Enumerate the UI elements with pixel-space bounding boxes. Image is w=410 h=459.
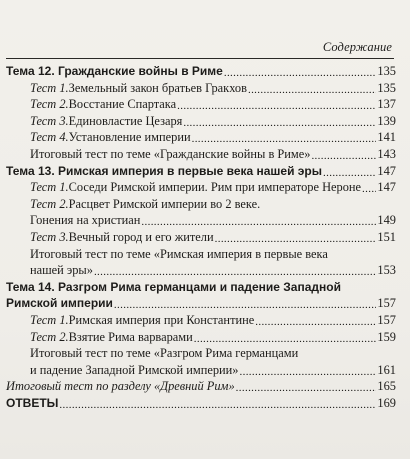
toc-item-label: Тест 3. [30,113,69,128]
toc-item [6,196,396,213]
toc-page-number: 153 [377,263,396,278]
toc-item-continuation [6,212,396,229]
toc-item [6,129,396,146]
header-rule [6,58,394,59]
table-of-contents [6,63,396,411]
running-head: Содержание [322,40,392,54]
toc-item-label: Тест 4. [30,130,69,145]
toc-answers-title: ОТВЕТЫ [6,395,59,410]
toc-item-text: Итоговый тест по теме «Римская империя в первые века [30,246,328,261]
toc-answers [6,395,396,412]
toc-topic-14-continuation [6,295,396,312]
toc-final-test-continuation [6,362,396,379]
toc-item-label: Тест 1. [30,180,69,195]
toc-page-number: 135 [377,64,396,78]
toc-item [6,312,396,329]
toc-topic-title: Тема 14. Разгром Рима германцами и падение Западной [6,279,341,294]
toc-page-number: 147 [377,180,396,195]
toc-page-number: 143 [377,146,396,161]
toc-item-label: Тест 2. [30,196,69,211]
toc-topic-12 [6,63,396,80]
leader-dots [94,267,376,279]
toc-page-number: 159 [377,329,396,344]
toc-page-number: 149 [377,213,396,228]
toc-item-text: Римская империя при Константине [68,312,255,327]
leader-dots [311,151,376,163]
toc-page-number: 165 [377,379,396,394]
toc-item-text: Восстание Спартака [68,97,177,112]
leader-dots [248,84,376,96]
leader-dots [362,184,376,196]
toc-item-text: Вечный город и его жители [68,229,214,244]
leader-dots [323,167,376,179]
leader-dots [236,383,377,395]
toc-item-text: Земельный закон братьев Гракхов [68,80,247,95]
toc-page-number: 157 [377,296,396,311]
toc-item-label: Тест 1. [30,80,69,95]
toc-item-text: нашей эры» [30,263,93,278]
toc-topic-13 [6,163,396,180]
toc-item-text: Расцвет Римской империи во 2 веке. [68,196,261,211]
leader-dots [224,68,377,80]
toc-topic-title: Тема 12. Гражданские войны в Риме [6,64,223,78]
leader-dots [255,317,376,329]
toc-final-test-continuation [6,262,396,279]
toc-item [6,96,396,113]
toc-item-label: Тест 2. [30,97,69,112]
toc-page-number: 161 [377,362,396,377]
toc-topic-title: Тема 13. Римская империя в первые века нашей эры [6,163,323,178]
toc-item [6,179,396,196]
toc-topic-14 [6,279,396,296]
leader-dots [114,300,376,312]
leader-dots [183,117,376,129]
toc-item [6,329,396,346]
toc-item-label: Тест 1. [30,312,69,327]
toc-item [6,80,396,97]
toc-item-label: Тест 2. [30,329,69,344]
toc-item-text: Соседи Римской империи. Рим при императоре Нероне [68,180,362,195]
toc-item-text: Итоговый тест по разделу «Древний Рим» [6,379,235,394]
toc-page-number: 147 [377,163,396,178]
toc-item-label: Тест 3. [30,229,69,244]
toc-item-text: Единовластие Цезаря [68,113,183,128]
toc-page-number: 141 [377,130,396,145]
toc-page-number: 135 [377,80,396,95]
toc-page-number: 139 [377,113,396,128]
leader-dots [177,101,376,113]
leader-dots [194,333,377,345]
toc-section-final-test [6,378,396,395]
toc-page-number: 137 [377,97,396,112]
toc-topic-title: Римской империи [6,296,113,311]
toc-item-text: Гонения на христиан [30,213,141,228]
toc-page-number: 169 [377,395,396,410]
toc-item [6,229,396,246]
leader-dots [240,366,377,378]
leader-dots [215,234,377,246]
toc-item-text: Итоговый тест по теме «Гражданские войны в Риме» [30,146,311,161]
leader-dots [192,134,377,146]
toc-item-text: и падение Западной Римской империи» [30,362,239,377]
toc-final-test [6,146,396,163]
leader-dots [59,399,376,411]
toc-final-test [6,246,396,263]
toc-item-text: Итоговый тест по теме «Разгром Рима германцами [30,346,299,361]
toc-final-test [6,345,396,362]
toc-item-text: Установление империи [68,130,191,145]
toc-item-text: Взятие Рима варварами [68,329,193,344]
toc-item [6,113,396,130]
toc-page-number: 157 [377,312,396,327]
toc-page-number: 151 [377,229,396,244]
leader-dots [141,217,376,229]
